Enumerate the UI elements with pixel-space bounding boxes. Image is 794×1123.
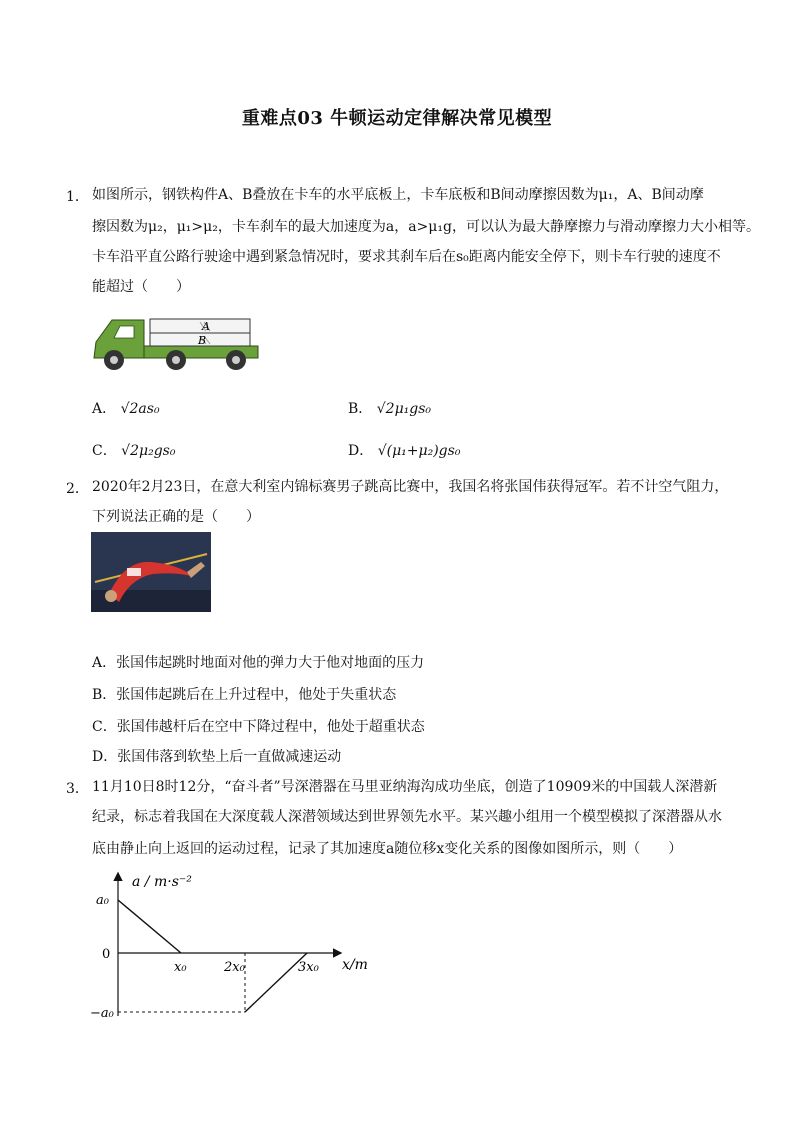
label-b: B (198, 334, 207, 347)
y-axis-label: a / m·s⁻² (132, 874, 192, 890)
label-x0: x₀ (174, 960, 187, 975)
q1-option-b-expr: √2μ₁gs₀ (376, 401, 432, 417)
question-3-line-3: 底由静止向上返回的运动过程，记录了其加速度a随位移x变化关系的图像如图所示，则（ ） (92, 841, 683, 857)
high-jump-photo (91, 532, 211, 612)
segment-decreasing (118, 900, 181, 953)
q2-option-a: A．张国伟起跳时地面对他的弹力大于他对地面的压力 (92, 655, 425, 671)
label-a0: a₀ (96, 893, 109, 908)
x-axis-label: x/m (342, 957, 368, 973)
q2-option-b: B．张国伟起跳后在上升过程中，他处于失重状态 (92, 687, 397, 703)
question-3-line-2: 纪录，标志着我国在大深度载人深潜领域达到世界领先水平。某兴趣小组用一个模型模拟了深潜器从水 (92, 809, 722, 825)
q1-option-d (348, 440, 460, 460)
page-title: 重难点03 牛顿运动定律解决常见模型 (241, 108, 553, 129)
acceleration-displacement-graph (88, 868, 388, 1024)
question-1-line-2: 擦因数为μ₂，μ₁>μ₂，卡车刹车的最大加速度为a，a>μ₁g，可以认为最大静摩擦力与滑动摩擦力大小相等。 (92, 219, 760, 235)
question-1-line-1: 如图所示，钢铁构件A、B叠放在卡车的水平底板上，卡车底板和B间动摩擦因数为μ₁，A、B间动摩 (92, 187, 704, 203)
wheel-front-icon (104, 350, 124, 370)
wheel-rear-icon (226, 350, 246, 370)
label-2x0: 2x₀ (224, 960, 245, 975)
question-2-number: 2． (66, 481, 89, 497)
q1-option-a-letter: A． (92, 401, 117, 417)
q1-option-d-expr: √(μ₁+μ₂)gs₀ (377, 443, 461, 459)
q1-option-c (92, 440, 175, 460)
question-1-line-4: 能超过（ ） (92, 279, 190, 295)
question-3-number: 3． (66, 781, 89, 797)
question-3-line-1: 11月10日8时12分，“奋斗者”号深潜器在马里亚纳海沟成功坐底，创造了10909米的中国载人深潜新 (92, 779, 718, 795)
question-1-number: 1． (66, 189, 89, 205)
q1-option-b-letter: B． (348, 401, 373, 417)
q1-option-b (348, 398, 431, 418)
label-3x0: 3x₀ (298, 960, 319, 975)
q1-option-c-letter: C． (92, 443, 117, 459)
q1-option-a (92, 398, 160, 418)
question-1-line-3: 卡车沿平直公路行驶途中遇到紧急情况时，要求其刹车后在s₀距离内能安全停下，则卡车行驶的速度不 (92, 249, 721, 265)
label-a: A (202, 320, 210, 333)
truck-figure (90, 310, 262, 372)
q1-option-c-expr: √2μ₂gs₀ (121, 443, 176, 459)
q2-option-d: D．张国伟落到软垫上后一直做减速运动 (92, 749, 342, 765)
q1-option-a-expr: √2as₀ (120, 401, 160, 417)
q2-option-c: C．张国伟越杆后在空中下降过程中，他处于超重状态 (92, 719, 425, 735)
steel-part-a (150, 319, 250, 333)
label-neg-a0: −a₀ (90, 1006, 114, 1021)
wheel-middle-icon (166, 350, 186, 370)
question-2-line-2: 下列说法正确的是（ ） (92, 509, 260, 525)
q1-option-d-letter: D． (348, 443, 374, 459)
question-2-line-1: 2020年2月23日，在意大利室内锦标赛男子跳高比赛中，我国名将张国伟获得冠军。若不计空气阻力， (92, 479, 729, 495)
label-zero: 0 (102, 947, 111, 962)
